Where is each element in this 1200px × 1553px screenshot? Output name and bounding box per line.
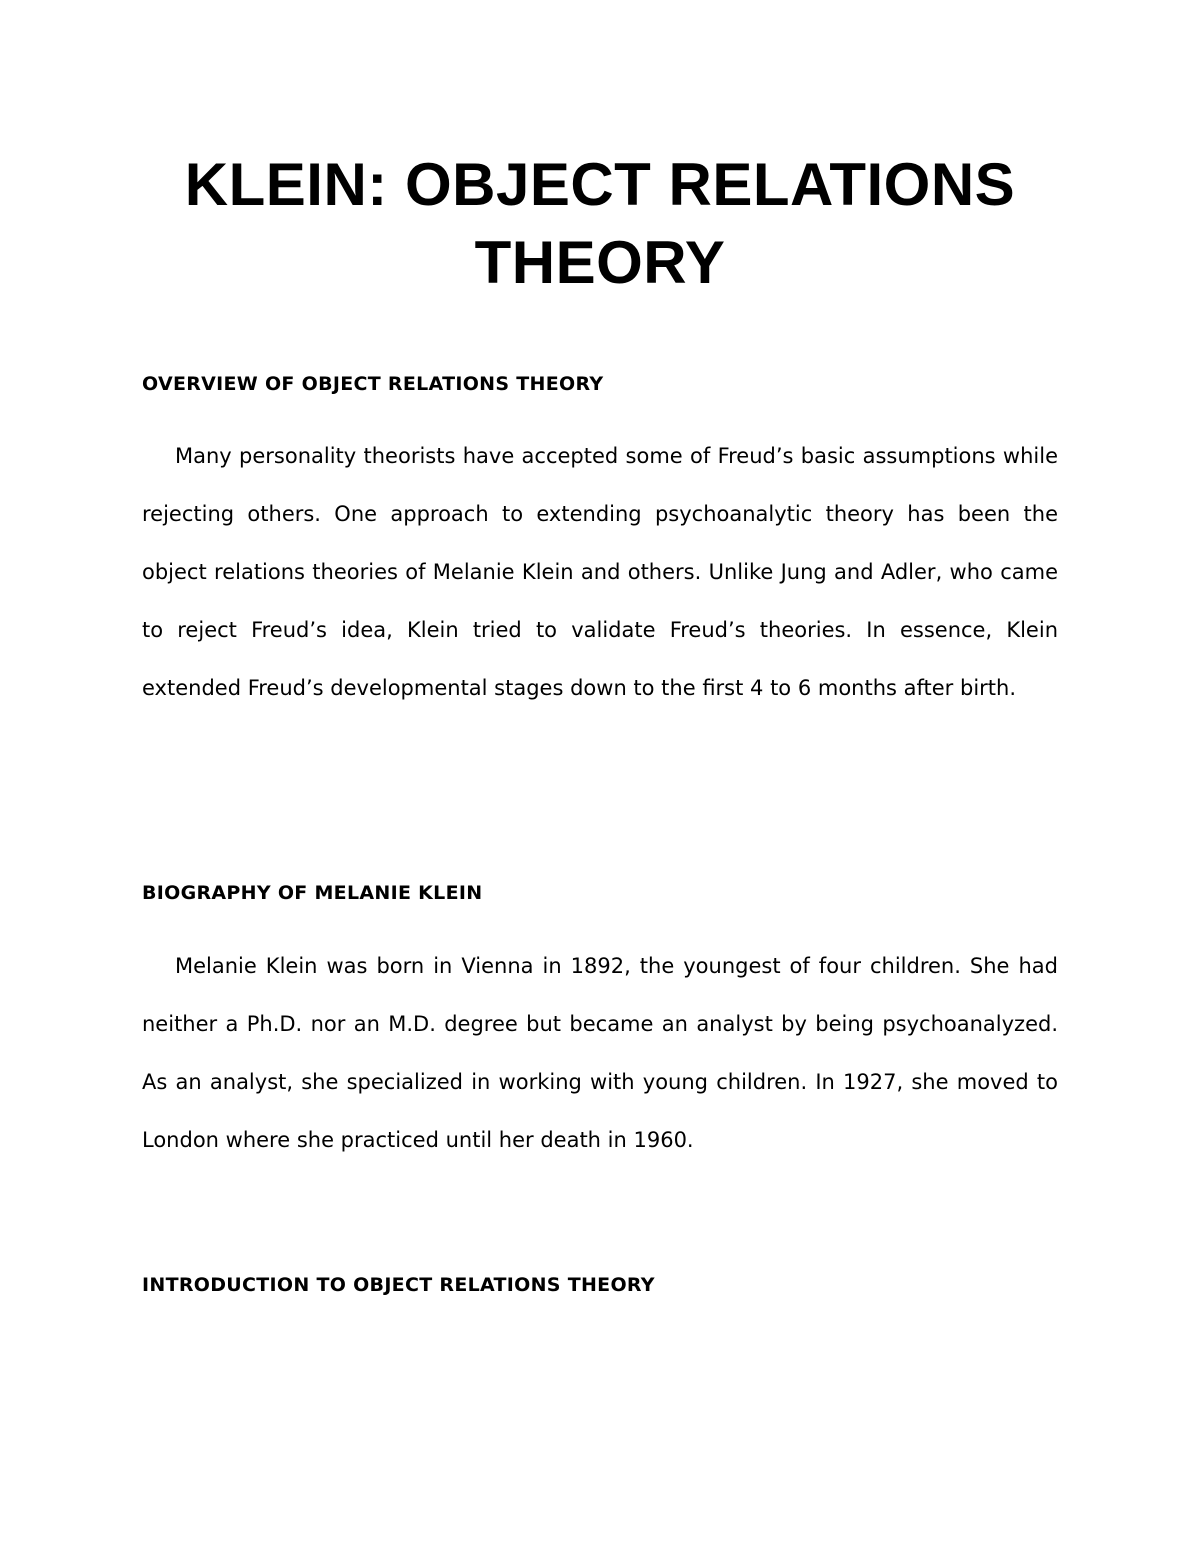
section-body-biography: Melanie Klein was born in Vienna in 1892, the youngest of four children. She had neither a Ph.D. nor an M.D. degree but became an analyst by being psychoanalyzed. As an analyst, she specialized in working with young children. In 1927, she moved to London where she practiced until her death in 1960. bbox=[142, 954, 1058, 1152]
section-body-overview: Many personality theorists have accepted some of Freud’s basic assumptions while rejecting others. One approach to extending psychoanalytic theory has been the object relations theories of Melanie Klein and others. Unlike Jung and Adler, who came to reject Freud’s idea, Klein tried to validate Freud’s theories. In essence, Klein extended Freud’s developmental stages down to the first 4 to 6 months after birth. bbox=[142, 444, 1058, 700]
section-heading-biography: BIOGRAPHY OF MELANIE KLEIN bbox=[142, 882, 483, 904]
section-heading-introduction: INTRODUCTION TO OBJECT RELATIONS THEORY bbox=[142, 1274, 655, 1296]
document-title: KLEIN: OBJECT RELATIONS THEORY bbox=[184, 151, 1016, 296]
section-heading-overview: OVERVIEW OF OBJECT RELATIONS THEORY bbox=[142, 373, 604, 395]
